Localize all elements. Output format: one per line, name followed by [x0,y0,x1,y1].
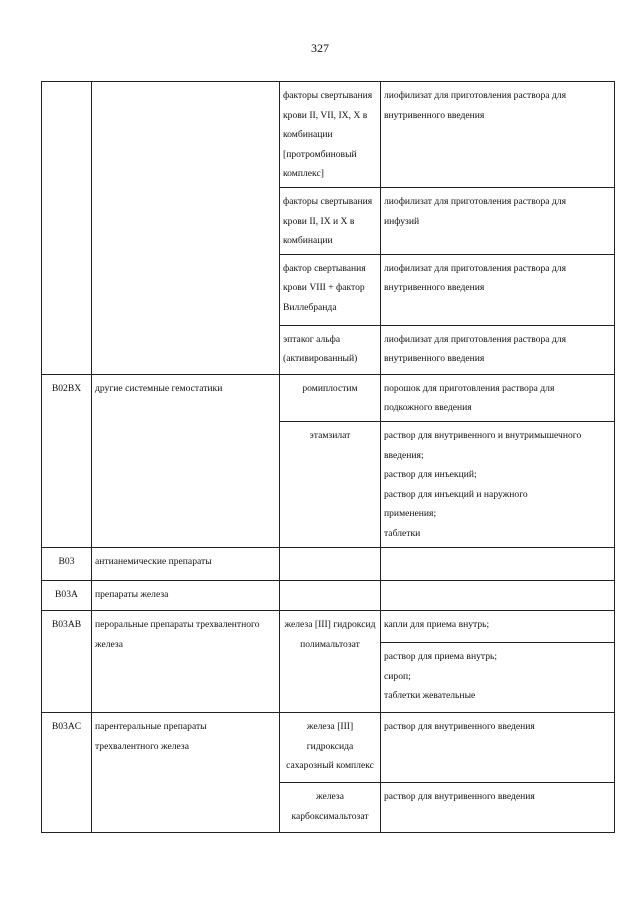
atc-code-cell: B03AC [42,712,92,832]
substance-cell: факторы свертывания крови II, VII, IX, X в комбинации [протромбиновый комплекс] [280,82,381,188]
dosage-form-cell: порошок для приготовления раствора для подкожного введения [381,374,615,421]
page-number: 327 [311,41,329,55]
dosage-form-cell: раствор для внутривенного введения [381,782,615,832]
substance-cell: железа карбоксимальтозат [280,782,381,832]
table-row [42,547,615,580]
substance-cell: эптаког альфа (активированный) [280,325,381,374]
table-row [42,82,615,188]
dosage-form-cell [381,580,615,610]
substance-cell: факторы свертывания крови II, IX и X в комбинации [280,187,381,254]
substance-cell: ромиплостим [280,374,381,421]
atc-code-cell: B03A [42,580,92,610]
substance-cell [280,580,381,610]
substance-cell: фактор свертывания крови VIII + фактор Виллебранда [280,254,381,325]
dosage-form-cell: раствор для внутривенного и внутримышечного введения; раствор для инъекций; раствор для инъекций и наружного применения; таблетки [381,421,615,547]
table-row [42,712,615,782]
dosage-form-cell: лиофилизат для приготовления раствора для внутривенного введения [381,82,615,188]
dosage-form-cell: капли для приема внутрь; [381,610,615,642]
group-name-cell: препараты железа [92,580,280,610]
dosage-form-cell: лиофилизат для приготовления раствора для инфузий [381,187,615,254]
dosage-form-cell [381,547,615,580]
dosage-form-cell: лиофилизат для приготовления раствора для внутривенного введения [381,254,615,325]
atc-code-cell: B02BX [42,374,92,547]
group-name-cell [92,82,280,375]
group-name-cell: пероральные препараты трехвалентного железа [92,610,280,712]
substance-cell: этамзилат [280,421,381,547]
substance-cell [280,547,381,580]
group-name-cell: другие системные гемостатики [92,374,280,547]
dosage-form-cell: лиофилизат для приготовления раствора для внутривенного введения [381,325,615,374]
atc-code-cell [42,82,92,375]
dosage-form-cell: раствор для внутривенного введения [381,712,615,782]
atc-code-cell: B03AB [42,610,92,712]
atc-code-cell: B03 [42,547,92,580]
substance-cell: железа [III] гидроксид полимальтозат [280,610,381,712]
table-row [42,374,615,421]
table-row [42,610,615,642]
group-name-cell: парентеральные препараты трехвалентного железа [92,712,280,832]
substance-cell: железа [III] гидроксида сахарозный комплекс [280,712,381,782]
table-row [42,580,615,610]
drug-table [41,81,615,833]
dosage-form-cell: раствор для приема внутрь; сироп; таблетки жевательные [381,642,615,712]
group-name-cell: антианемические препараты [92,547,280,580]
